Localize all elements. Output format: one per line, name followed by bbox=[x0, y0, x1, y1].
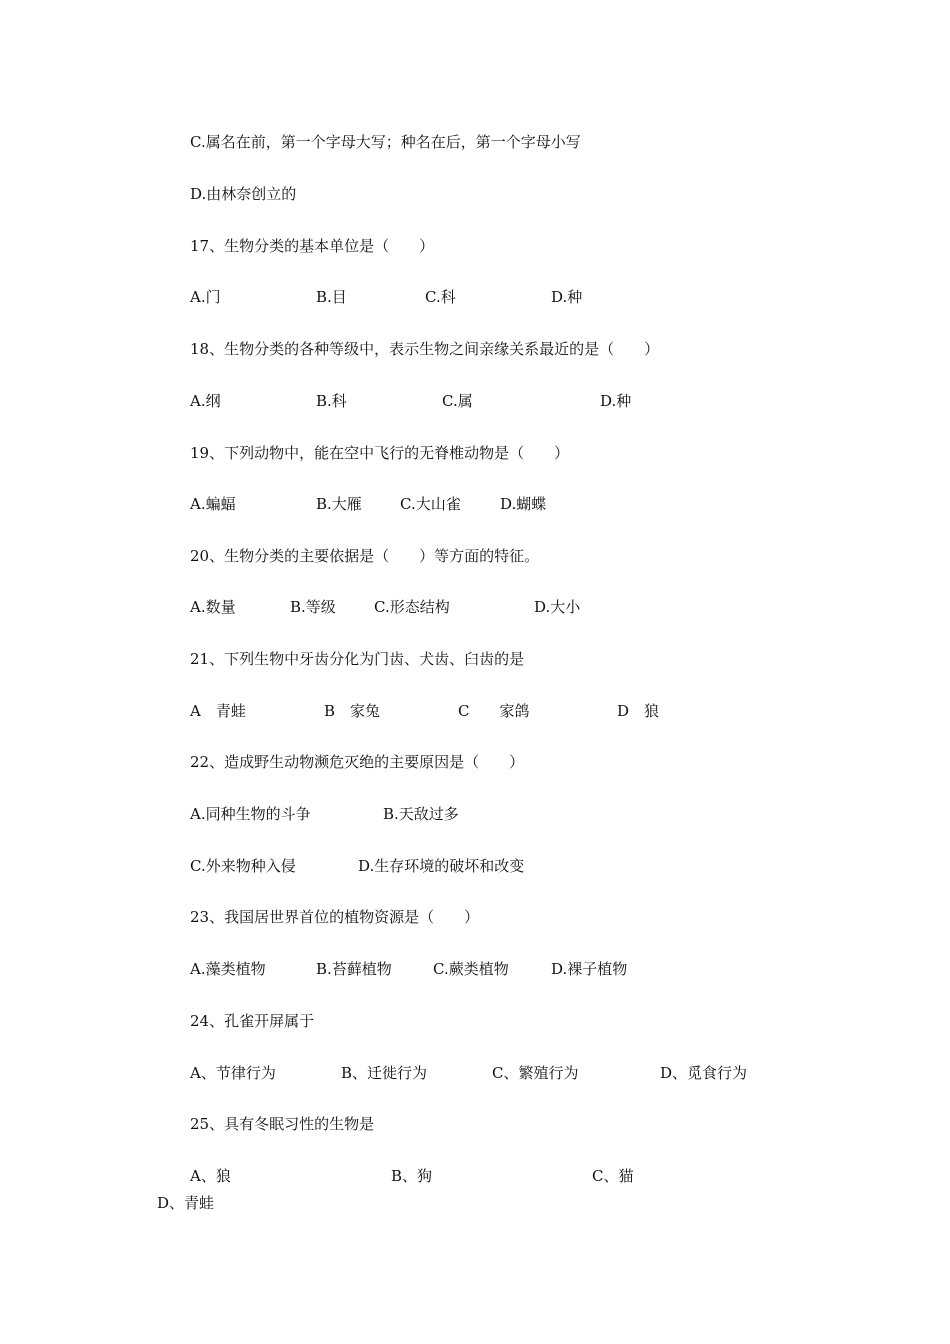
question-17: 17、生物分类的基本单位是（ ） bbox=[190, 237, 435, 255]
q19-option-b: B.大雁 bbox=[316, 495, 362, 513]
question-19: 19、下列动物中，能在空中飞行的无脊椎动物是（ ） bbox=[190, 444, 570, 462]
question-21: 21、下列生物中牙齿分化为门齿、犬齿、臼齿的是 bbox=[190, 650, 525, 668]
q19-option-a: A.蝙蝠 bbox=[190, 495, 236, 513]
q23-option-b: B.苔藓植物 bbox=[316, 960, 392, 978]
q23-option-c: C.蕨类植物 bbox=[433, 960, 509, 978]
question-25: 25、具有冬眠习性的生物是 bbox=[190, 1115, 375, 1133]
q22-option-d: D.生存环境的破坏和改变 bbox=[358, 857, 525, 875]
q17-option-d: D.种 bbox=[551, 288, 583, 306]
option-line-c: C.属名在前，第一个字母大写；种名在后，第一个字母小写 bbox=[190, 133, 581, 151]
q20-option-d: D.大小 bbox=[534, 598, 581, 616]
q17-option-a: A.门 bbox=[190, 288, 221, 306]
q18-option-c: C.属 bbox=[442, 392, 473, 410]
q25-option-c: C、猫 bbox=[592, 1167, 634, 1185]
q19-option-d: D.蝴蝶 bbox=[500, 495, 547, 513]
q18-option-a: A.纲 bbox=[190, 392, 221, 410]
q17-option-b: B.目 bbox=[316, 288, 347, 306]
question-18: 18、生物分类的各种等级中，表示生物之间亲缘关系最近的是（ ） bbox=[190, 340, 660, 358]
q21-option-b: B 家兔 bbox=[324, 702, 381, 720]
q24-option-b: B、迁徙行为 bbox=[341, 1064, 428, 1082]
q18-option-b: B.科 bbox=[316, 392, 347, 410]
q20-option-a: A.数量 bbox=[190, 598, 236, 616]
q25-option-b: B、狗 bbox=[391, 1167, 433, 1185]
question-22: 22、造成野生动物濒危灭绝的主要原因是（ ） bbox=[190, 753, 525, 771]
q22-option-c: C.外来物种入侵 bbox=[190, 857, 296, 875]
q18-option-d: D.种 bbox=[600, 392, 632, 410]
q23-option-d: D.裸子植物 bbox=[551, 960, 628, 978]
q24-option-a: A、节律行为 bbox=[190, 1064, 276, 1082]
q23-option-a: A.藻类植物 bbox=[190, 960, 266, 978]
q21-option-d: D 狼 bbox=[617, 702, 660, 720]
q17-option-c: C.科 bbox=[425, 288, 456, 306]
q24-option-d: D、觅食行为 bbox=[660, 1064, 748, 1082]
q20-option-b: B.等级 bbox=[290, 598, 336, 616]
q21-option-a: A 青蛙 bbox=[190, 702, 246, 720]
option-line-d: D.由林奈创立的 bbox=[190, 185, 297, 203]
q21-option-c: C 家鸽 bbox=[458, 702, 530, 720]
q22-option-b: B.天敌过多 bbox=[383, 805, 459, 823]
q19-option-c: C.大山雀 bbox=[400, 495, 461, 513]
q22-option-a: A.同种生物的斗争 bbox=[190, 805, 311, 823]
question-20: 20、生物分类的主要依据是（ ）等方面的特征。 bbox=[190, 547, 540, 565]
q25-option-d: D、青蛙 bbox=[157, 1194, 215, 1212]
q20-option-c: C.形态结构 bbox=[374, 598, 450, 616]
q24-option-c: C、繁殖行为 bbox=[492, 1064, 579, 1082]
q25-option-a: A、狼 bbox=[190, 1167, 231, 1185]
question-24: 24、孔雀开屏属于 bbox=[190, 1012, 315, 1030]
question-23: 23、我国居世界首位的植物资源是（ ） bbox=[190, 908, 480, 926]
